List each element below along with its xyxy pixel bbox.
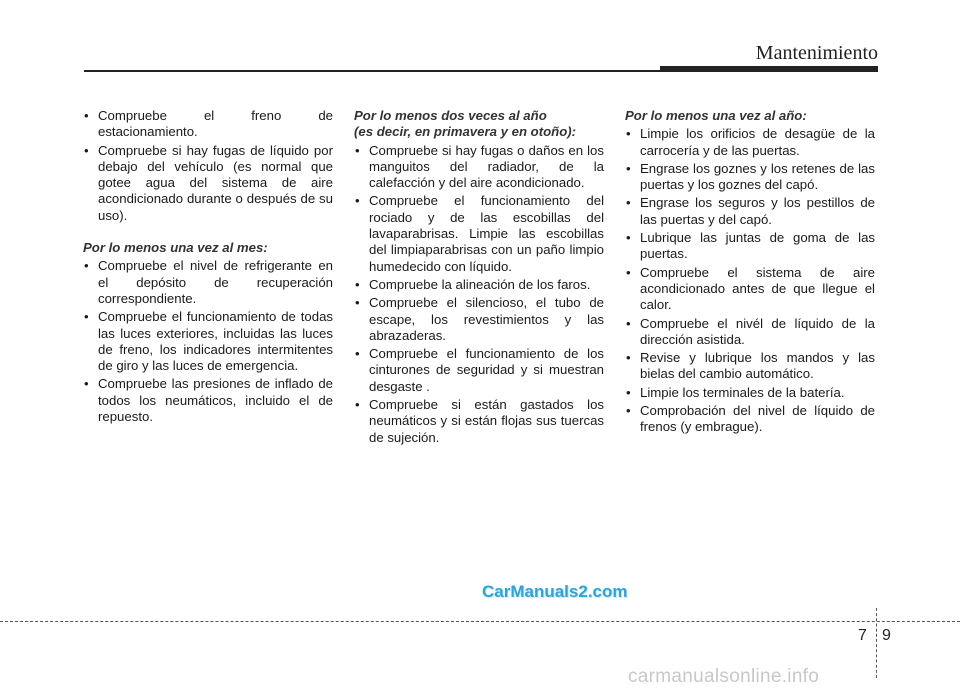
bullet: • — [626, 315, 631, 331]
footer-watermark: carmanualsonline.info — [628, 666, 820, 687]
list-item: • Limpie los terminales de la batería. — [626, 384, 845, 400]
list-item: • Compruebe si están gastados los neumáticos y si están flojas sus tuercas de sujeción. — [355, 397, 604, 445]
column-1-list-b — [83, 258, 333, 425]
section-heading-monthly: Por lo menos una vez al mes: — [83, 240, 268, 256]
column-1-list-a — [83, 108, 333, 224]
page-header-title: Mantenimiento — [755, 42, 878, 64]
bullet: • — [355, 142, 360, 158]
list-item: • Lubrique las juntas de goma de las puertas. — [626, 230, 875, 262]
bullet: • — [84, 142, 89, 158]
column-2 — [354, 108, 604, 448]
page-number-chapter: 7 — [858, 627, 867, 644]
column-3 — [625, 108, 875, 438]
list-item: • Compruebe si hay fugas de líquido por debajo del vehículo (es normal que gotee agua del sistema de aire acondicionado durante o después de su uso). — [84, 142, 333, 223]
bullet: • — [355, 295, 360, 311]
footer-dashed-divider — [876, 608, 877, 678]
bullet: • — [626, 126, 631, 142]
bullet: • — [355, 346, 360, 362]
column-1 — [83, 108, 333, 427]
bullet: • — [355, 193, 360, 209]
section-heading-biannual: Por lo menos dos veces al año (es decir, en primavera y en otoño): — [354, 108, 577, 140]
list-item: • Engrase los seguros y los pestillos de las puertas y del capó. — [626, 195, 875, 227]
column-3-list — [625, 126, 875, 435]
bullet: • — [84, 108, 89, 123]
bullet: • — [626, 384, 631, 400]
bullet: • — [355, 397, 360, 413]
header-rule-thick — [660, 66, 878, 72]
list-item: • Compruebe el funcionamiento del rociado y de las escobillas del lavaparabrisas. Limpie las escobillas del limpiaparabrisas con un paño limpio humedecido con líquido. — [355, 193, 604, 274]
list-item: • Compruebe el silencioso, el tubo de escape, los revestimientos y las abrazaderas. — [355, 295, 604, 343]
watermark-carmanuals2: CarManuals2.com — [482, 582, 628, 601]
header-rule-thin — [84, 70, 662, 72]
footer-dashed-rule — [0, 621, 960, 622]
bullet: • — [84, 376, 89, 392]
bullet: • — [626, 350, 631, 366]
bullet: • — [84, 258, 89, 274]
list-item: • Engrase los goznes y los retenes de las puertas y los goznes del capó. — [626, 160, 875, 193]
list-item: • Compruebe las presiones de inflado de todos los neumáticos, incluido el de repuesto. — [84, 376, 333, 425]
bullet: • — [626, 403, 631, 419]
page-number-page: 9 — [882, 627, 891, 644]
bullet: • — [626, 195, 631, 211]
list-item: • Compruebe la alineación de los faros. — [355, 276, 591, 292]
list-item: • Compruebe si hay fugas o daños en los manguitos del radiador, de la calefacción y del aire acondicionado. — [355, 142, 604, 191]
list-item: • Compruebe el funcionamiento de los cinturones de seguridad y si muestran desgaste . — [355, 346, 604, 394]
bullet: • — [84, 309, 89, 325]
bullet: • — [626, 160, 631, 176]
bullet: • — [355, 276, 360, 292]
bullet: • — [626, 230, 631, 246]
list-item: • Compruebe el funcionamiento de todas las luces exteriores, incluidas las luces de freno, los indicadores intermitentes de giro y las luces de emergencia. — [84, 309, 333, 374]
section-heading-annual: Por lo menos una vez al año: — [625, 108, 807, 123]
list-item: • Compruebe el freno de estacionamiento. — [84, 108, 333, 140]
column-2-list — [354, 143, 604, 446]
list-item: • Compruebe el nivél de líquido de la dirección asistida. — [626, 315, 875, 347]
bullet: • — [626, 264, 631, 280]
list-item: • Compruebe el nivel de refrigerante en el depósito de recuperación correspondiente. — [84, 258, 333, 306]
list-item: • Compruebe el sistema de aire acondicionado antes de que llegue el calor. — [626, 264, 875, 313]
list-item: • Comprobación del nivel de líquido de frenos (y embrague). — [626, 403, 875, 435]
list-item: • Revise y lubrique los mandos y las bielas del cambio automático. — [626, 350, 875, 382]
list-item: • Limpie los orificios de desagüe de la carrocería y de las puertas. — [626, 126, 875, 158]
